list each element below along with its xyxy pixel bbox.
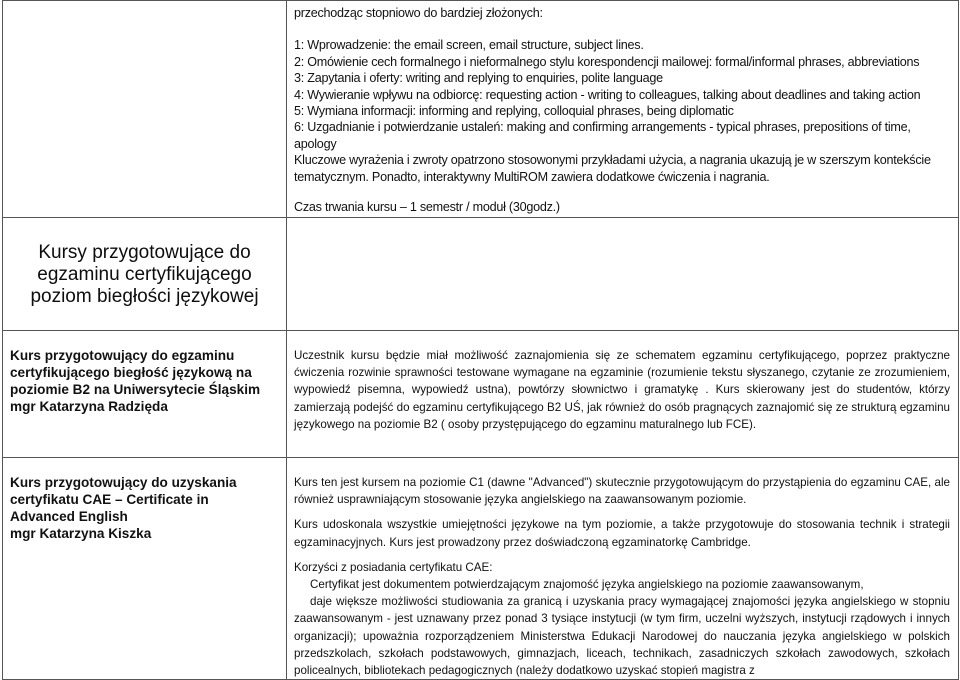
course-description-continued — [287, 1, 959, 218]
course-table — [2, 0, 959, 680]
course-description-cell — [287, 458, 959, 680]
course-description: Uczestnik kursu będzie miał możliwość zaznajomienia się ze schematem egzaminu certyfikującego, poprzez praktyczne ćwiczenia rozwinie sprawności testowane wymagane na egzaminie (rozumienie tekstu słyszanego, czytanie ze zrozumieniem, wypowiedź pisemna, wypowiedź ustna), powtórzy słownictwo i gramatykę . Kurs skierowany jest do studentów, którzy zamierzają podejść do egzaminu certyfikującego B2 UŚ, jak również do osób pragnących zaznajomić się ze strukturą egzaminu językowego na poziomie B2 ( osoby przystępującego do egzaminu maturalnego lub FCE). — [294, 349, 950, 431]
extra-text: Kluczowe wyrażenia i zwroty opatrzono stosowonymi przykładami użycia, a nagrania ukazują je w szerszym kontekście — [294, 153, 931, 168]
course-duration: Czas trwania kursu – 1 semestr / moduł (30godz.) — [294, 200, 560, 215]
empty-right-cell — [287, 218, 959, 331]
course-instructor: mgr Katarzyna Kiszka — [10, 526, 152, 541]
unit-item: 3: Zapytania i oferty: writing and replying to enquiries, polite language — [294, 71, 663, 86]
course-title — [10, 347, 280, 415]
section-title — [3, 242, 286, 308]
course-description-cell — [287, 331, 959, 458]
section-header-cell — [3, 218, 287, 331]
benefits-heading: Korzyści z posiadania certyfikatu CAE: — [294, 560, 493, 574]
unit-item: 2: Omówienie cech formalnego i nieformalnego stylu korespondencji mailowej: formal/informal phrases, abbreviations — [294, 54, 920, 69]
course-instructor: mgr Katarzyna Radzięda — [10, 399, 168, 414]
course-title-line: Advanced English — [10, 509, 128, 524]
course-title — [10, 474, 280, 542]
extra-text: tematycznym. Ponadto, interaktywny MultiROM zawiera dodatkowe ćwiczenia i nagrania. — [294, 169, 770, 184]
benefit-item: daje większe możliwości studiowania za granicą i uzyskania pracy wymagającej znajomości języka angielskiego w stopniu zaawansowanym - jest uznawany przez ponad 3 tysiące instytucji (w tym firm, uczelni wyższych, instytucji rządowych i innych organizacji); upoważnia rozporządzeniem Ministerstwa Edukacji Narodowej do nauczania języka angielskiego w polskich przedszkolach, szkołach podstawowych, gimnazjach, liceach, technikach, zasadniczych szkołach zawodowych, szkołach policealnych, bibliotekach pedagogicznych (należy dodatkowo uzyskać stopień magistra z — [294, 595, 950, 678]
unit-item: 1: Wprowadzenie: the email screen, email structure, subject lines. — [294, 38, 644, 53]
course-title-cell — [3, 331, 287, 458]
course-title-line: Kurs przygotowujący do uzyskania — [10, 475, 237, 490]
lead-line: przechodząc stopniowo do bardziej złożonych: — [294, 6, 543, 20]
section-title-line: Kursy przygotowujące do — [38, 242, 251, 263]
empty-left-cell — [3, 1, 287, 218]
course-title-line: Kurs przygotowujący do egzaminu — [10, 348, 235, 363]
unit-item: 6: Uzgadnianie i potwierdzanie ustaleń: making and confirming arrangements - typical phrases, prepositions of time, apology — [294, 120, 911, 151]
course-description: Kurs udoskonala wszystkie umiejętności językowe na tym poziomie, a także przygotowuje do stosowania technik i strategii egzaminacyjnych. Kurs jest prowadzony przez doświadczoną egzaminatorkę Cambridge. — [294, 518, 950, 549]
course-title-line: certyfikującego biegłość językową na — [10, 365, 252, 380]
benefit-item: Certyfikat jest dokumentem potwierdzającym znajomość języka angielskiego na poziomie zaawansowanym, — [310, 578, 864, 592]
section-title-line: poziom biegłości językowej — [30, 286, 259, 307]
course-title-cell — [3, 458, 287, 680]
course-description: Kurs ten jest kursem na poziomie C1 (dawne "Advanced") skutecznie przygotowującym do przystąpienia do egzaminu CAE, ale również usprawniającym stosowanie języka angielskiego na zaawansowanym poziomie. — [294, 476, 950, 507]
course-title-line: certyfikatu CAE – Certificate in — [10, 492, 209, 507]
unit-item: 4: Wywieranie wpływu na odbiorcę: requesting action - writing to colleagues, talking about deadlines and taking action — [294, 87, 921, 102]
section-title-line: egzaminu certyfikującego — [37, 264, 252, 285]
course-title-line: poziomie B2 na Uniwersytecie Śląskim — [10, 382, 261, 397]
unit-item: 5: Wymiana informacji: informing and replying, colloquial phrases, being diplomatic — [294, 104, 734, 119]
